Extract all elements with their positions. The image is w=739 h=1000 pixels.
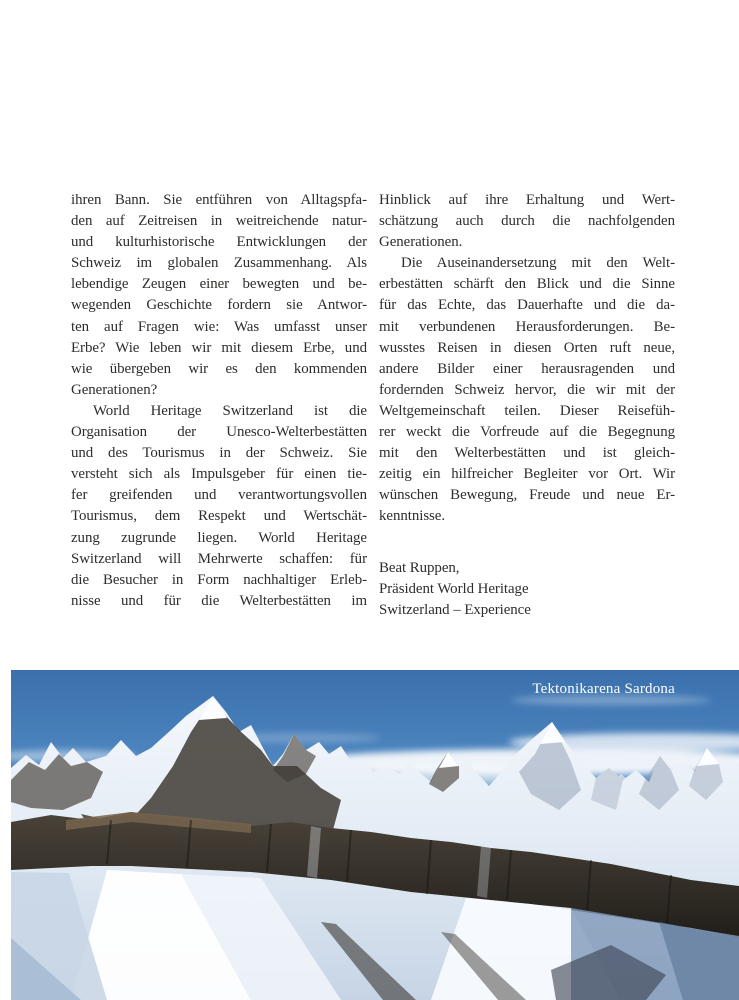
- text-line: Schweiz im globalen Zusammenhang. Als: [71, 255, 367, 272]
- text-line: lebendige Zeugen einer bewegten und be-: [71, 276, 367, 293]
- column-paragraphs: [379, 190, 675, 528]
- text-line: nisse und für die Welterbestätten im: [71, 592, 367, 609]
- text-line: World Heritage Switzerland ist die: [93, 402, 367, 419]
- signature-line: Beat Ruppen,: [379, 559, 460, 576]
- text-line: wie übergeben wir es den kommenden: [71, 360, 367, 377]
- photo-caption: Tektonikarena Sardona: [532, 681, 675, 697]
- text-line: rer weckt die Vorfreude auf die Begegnung: [379, 424, 675, 441]
- text-line: Weltgemeinschaft teilen. Dieser Reisefüh-: [379, 402, 675, 419]
- text-line: mit verbundenen Herausforderungen. Be-: [379, 318, 675, 335]
- text-line: den auf Zeitreisen in weitreichende natur-: [71, 213, 367, 230]
- text-line: Erbe? Wie leben wir mit diesem Erbe, und: [71, 339, 367, 356]
- text-line: Switzerland will Mehrwerte schaffen: für: [71, 550, 367, 567]
- signature-line: Switzerland – Experience: [379, 601, 531, 618]
- text-line: versteht sich als Impulsgeber für einen tie-: [71, 466, 367, 483]
- text-line: ihren Bann. Sie entführen von Alltagspfa-: [71, 192, 367, 208]
- text-line: Hinblick auf ihre Erhaltung und Wert-: [379, 192, 675, 208]
- signature-block: [379, 558, 675, 621]
- text-line: Organisation der Unesco-Welterbestätten: [71, 424, 367, 441]
- text-line: schätzung auch durch die nachfolgenden: [379, 213, 675, 230]
- text-line: und des Tourismus in der Schweiz. Sie: [71, 445, 367, 462]
- text-line: andere Bilder einer herausragenden und: [379, 360, 675, 377]
- text-line: fer greifenden und verantwortungsvollen: [71, 487, 367, 504]
- text-line: zung zugrunde liegen. World Heritage: [71, 529, 367, 546]
- mountain-photo-illustration: [11, 670, 739, 1000]
- text-line: Generationen.: [379, 234, 463, 251]
- column-paragraphs: [71, 190, 367, 612]
- text-line: erbestätten schärft den Blick und die Sinne: [379, 276, 675, 293]
- text-line: Die Auseinandersetzung mit den Welt-: [401, 255, 675, 272]
- article-column-right: [379, 190, 675, 621]
- text-line: wegenden Geschichte fordern sie Antwor-: [71, 297, 367, 314]
- text-line: Tourismus, dem Respekt und Wertschät-: [71, 508, 367, 525]
- text-line: ten auf Fragen wie: Was umfasst unser: [71, 318, 367, 335]
- signature-line: Präsident World Heritage: [379, 580, 529, 597]
- text-line: die Besucher in Form nachhaltiger Erleb-: [71, 571, 367, 588]
- text-line: und kulturhistorische Entwicklungen der: [71, 234, 367, 251]
- text-line: kenntnisse.: [379, 508, 446, 525]
- text-line: zeitig ein hilfreicher Begleiter vor Ort. Wir: [379, 466, 675, 483]
- text-line: fordernden Schweiz hervor, die wir mit der: [379, 381, 675, 398]
- text-line: wusstes Reisen in diesen Orten ruft neue,: [379, 339, 675, 356]
- text-line: mit den Welterbestätten und ist gleich-: [379, 445, 675, 462]
- text-line: wünschen Bewegung, Freude und neue Er-: [379, 487, 675, 504]
- text-line: Generationen?: [71, 381, 158, 398]
- text-line: für das Echte, das Dauerhafte und die da-: [379, 297, 675, 314]
- article-column-left: [71, 190, 367, 612]
- sardona-photo: [11, 670, 739, 1000]
